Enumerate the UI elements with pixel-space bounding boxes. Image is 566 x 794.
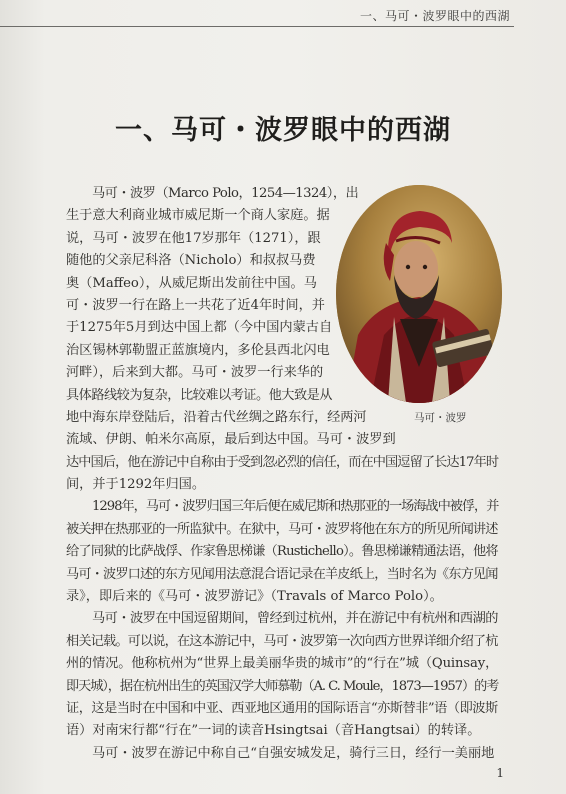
text-line: 随他的父亲尼科洛（Nicholo）和叔叔马费 <box>66 253 316 269</box>
text-line: 奥（Maffeo），从威尼斯出发前往中国。马 <box>66 275 317 291</box>
text-line: 间，并于1292年归国。 <box>66 477 206 493</box>
text-line: 即天城），据在杭州出生的英国汉学大师慕勒（A. C. Moule，1873—1957）的考 <box>66 678 499 694</box>
text-line: 治区锡林郭勒盟正蓝旗境内，多伦县西北闪电 <box>66 342 330 358</box>
text-line: 证，这是当时在中国和中亚、西亚地区通用的国际语言“亦斯替非”语（即波斯 <box>66 700 498 716</box>
text-line: 马可・波罗在游记中称自己“自强安城发足，骑行三日，经行一美丽地 <box>92 745 495 761</box>
text-line: 给了同狱的比萨战俘、作家鲁思梯谦（Rustichello）。鲁思梯谦精通法语，他将 <box>66 544 498 560</box>
text-line: 1298年，马可・波罗归国三年后便在威尼斯和热那亚的一场海战中被俘，并 <box>92 499 499 515</box>
text-line: 被关押在热那亚的一所监狱中。在狱中，马可・波罗将他在东方的所见所闻讲述 <box>66 521 498 537</box>
text-line: 马可・波罗口述的东方见闻用法意混合语记录在羊皮纸上，当时名为《东方见闻 <box>66 566 498 582</box>
text-line: 河畔），后来到大都。马可・波罗一行来华的 <box>66 365 324 381</box>
page-number: 1 <box>496 766 504 780</box>
text-line: 地中海东岸登陆后，沿着古代丝绸之路东行，经两河 <box>66 409 367 425</box>
text-line: 具体路线较为复杂，比较难以考证。他大致是从 <box>66 387 332 403</box>
text-line: 州的情况。他称杭州为“世界上最美丽华贵的城市”的“行在”城（Quinsay， <box>66 656 499 672</box>
portrait-caption: 马可・波罗 <box>414 412 467 424</box>
text-line: 说，马可・波罗在他17岁那年（1271），跟 <box>66 230 321 246</box>
text-line: 流域、伊朗、帕米尔高原，最后到达中国。马可・波罗到 <box>66 432 396 448</box>
text-line: 生于意大利商业城市威尼斯一个商人家庭。据 <box>66 208 330 224</box>
text-line: 语）对南宋行都“行在”一词的读音Hsingtsai（音Hangtsai）的转译。 <box>66 723 481 739</box>
text-line: 相关记载。可以说，在这本游记中，马可・波罗第一次向西方世界详细介绍了杭 <box>66 633 498 649</box>
text-line: 马可・波罗（Marco Polo，1254—1324），出 <box>92 186 359 201</box>
text-line: 马可・波罗在中国逗留期间，曾经到过杭州，并在游记中有杭州和西湖的 <box>92 611 498 627</box>
text-line: 达中国后，他在游记中自称由于受到忽必烈的信任，而在中国逗留了长达17年时 <box>66 454 499 470</box>
text-line: 于1275年5月到达中国上都（今中国内蒙古自 <box>66 320 333 336</box>
text-line: 可・波罗一行在路上一共花了近4年时间，并 <box>66 297 325 313</box>
chapter-title: 一、马可・波罗眼中的西湖 <box>115 115 451 146</box>
running-head: 一、马可・波罗眼中的西湖 <box>359 9 510 23</box>
header-rule <box>0 26 514 27</box>
text-line: 录》，即后来的《马可・波罗游记》（Travals of Marco Polo）。 <box>66 589 443 605</box>
body-text <box>66 183 498 765</box>
